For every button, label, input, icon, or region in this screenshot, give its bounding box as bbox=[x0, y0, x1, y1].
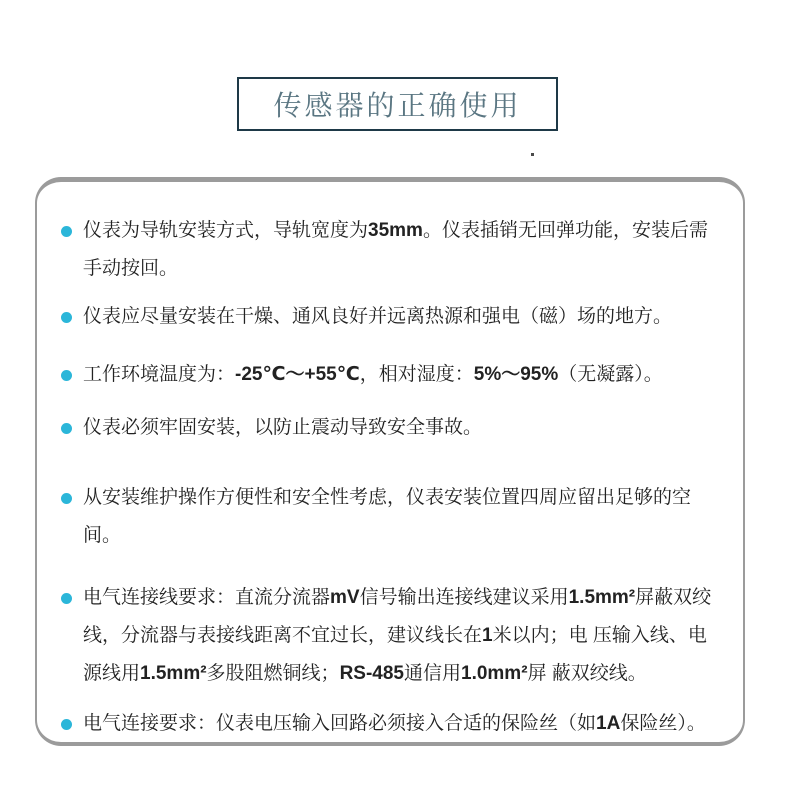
bullet-icon bbox=[61, 370, 72, 381]
list-item bbox=[61, 212, 721, 288]
bullet-text: 电气连接要求：仪表电压输入回路必须接入合适的保险丝（如1A保险丝）。 bbox=[83, 713, 706, 734]
list-item bbox=[61, 579, 721, 693]
bullet-icon bbox=[61, 719, 72, 730]
bullet-text: 仪表必须牢固安装，以防止震动导致安全事故。 bbox=[83, 417, 483, 438]
content-panel bbox=[35, 177, 745, 746]
bullet-text: 工作环境温度为：-25℃～+55℃，相对湿度：5%～95%（无凝露）。 bbox=[83, 364, 663, 385]
list-item bbox=[61, 479, 721, 555]
bullet-list bbox=[37, 182, 743, 743]
bullet-icon bbox=[61, 423, 72, 434]
bullet-icon bbox=[61, 312, 72, 323]
bullet-text: 从安装维护操作方便性和安全性考虑，仪表安装位置四周应留出足够的空间。 bbox=[83, 487, 692, 546]
bullet-text: 仪表为导轨安装方式，导轨宽度为35mm。仪表插销无回弹功能，安装后需手动按回。 bbox=[83, 220, 708, 279]
list-item bbox=[61, 705, 721, 743]
list-item bbox=[61, 356, 721, 394]
bullet-text: 仪表应尽量安装在干燥、通风良好并远离热源和强电（磁）场的地方。 bbox=[83, 306, 673, 327]
list-item bbox=[61, 298, 721, 336]
bullet-icon bbox=[61, 493, 72, 504]
bullet-icon bbox=[61, 226, 72, 237]
list-item bbox=[61, 409, 721, 447]
bullet-text: 电气连接线要求：直流分流器mV信号输出连接线建议采用1.5mm²屏蔽双绞线，分流器与表接线距离不宜过长，建议线长在1米以内；电 压输入线、电源线用1.5mm²多股阻燃铜线；RS-485通信用1.0mm²屏 蔽双绞线。 bbox=[83, 587, 712, 684]
page-title bbox=[237, 77, 558, 131]
artifact-dot bbox=[531, 153, 534, 156]
bullet-icon bbox=[61, 593, 72, 604]
page-title-text: 传感器的正确使用 bbox=[273, 90, 522, 121]
